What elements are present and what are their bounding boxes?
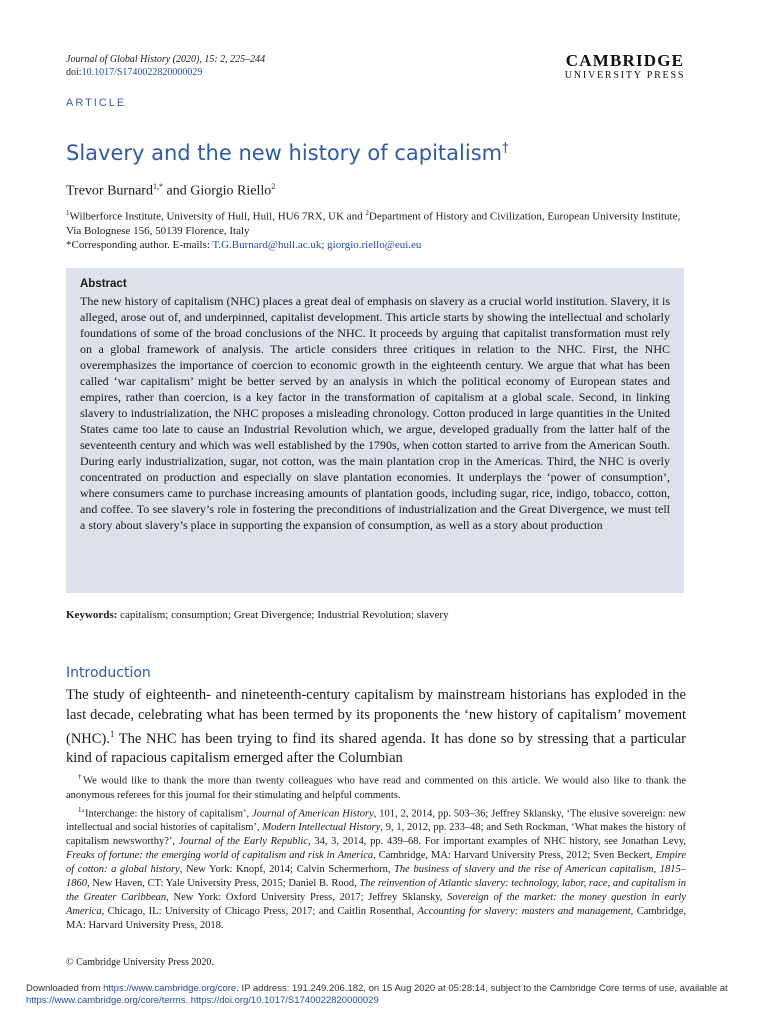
intro-text-part1: The study of eighteenth- and nineteenth-century capitalism by mainstream historians has exploded in the last decade, celebrating what has been termed by its proponents the ‘new history of capitalism’ movement (NHC). <box>66 687 686 747</box>
article-title-text: Slavery and the new history of capitalism <box>66 141 503 165</box>
fn1-italic: Sovereign of the market: the money question in early America <box>66 892 686 917</box>
copyright-notice: © Cambridge University Press 2020. <box>66 957 214 968</box>
footnote-1-mark: 1 <box>78 805 82 814</box>
email-separator: ; <box>321 238 328 251</box>
fn1-seg: , 101, 2, 2014, pp. 503–36; Jeffrey Sklansky, ‘The elusive sovereign: new intellectual and social histories of capitalism’, <box>66 808 687 833</box>
email-link-1[interactable]: T.G.Burnard@hull.ac.uk <box>212 238 322 251</box>
fn1-italic: Freaks of fortune: the emerging world of capitalism and risk in America <box>66 850 374 861</box>
author-list <box>66 178 275 201</box>
affil-2-mark: 2 <box>365 209 369 217</box>
fn1-seg: , New Haven, CT: Yale University Press, 2015; Daniel B. Rood, <box>87 878 360 889</box>
fn1-italic: The reinvention of Atlantic slavery: technology, labor, race, and capitalism in the Greater Caribbean <box>66 878 686 903</box>
article-title <box>66 134 509 168</box>
footnote-dagger <box>66 770 686 803</box>
fn1-seg: , Cambridge, MA: Harvard University Press, 2012; Sven Beckert, <box>373 850 656 861</box>
author-connector: and <box>162 183 191 199</box>
corresponding-prefix: *Corresponding author. E-mails: <box>66 238 213 251</box>
fn1-italic: The business of slavery and the rise of American capitalism, 1815–1860 <box>66 864 686 889</box>
affiliations <box>66 206 686 252</box>
introduction-paragraph <box>66 686 686 769</box>
fn1-italic: Empire of cotton: a global history <box>66 850 686 875</box>
title-footnote-mark[interactable]: † <box>502 141 509 156</box>
author-1: Trevor Burnard <box>66 183 153 199</box>
fn1-seg: , 9, 1, 2012, pp. 233–48; and Seth Rockman, ‘What makes the history of capitalism newsworthy?’, <box>66 822 686 847</box>
doi-prefix: doi: <box>66 67 82 78</box>
author-1-affil-mark: 1,* <box>152 182 163 191</box>
footnotes <box>66 770 686 933</box>
intro-text-part2: The NHC has been trying to find its shared agenda. It has done so by stressing that a particular kind of rapacious capitalism emerged after the Columbian <box>66 730 686 767</box>
journal-citation: Journal of Global History (2020), 15: 2, 225–244 <box>66 54 266 65</box>
doi-url-link[interactable]: https://doi.org/10.1017/S1740022820000029 <box>190 995 379 1006</box>
download-middle: . IP address: 191.249.206.182, on 15 Aug 2020 at 05:28:14, subject to the Cambridge Core terms of use, available at <box>236 983 728 994</box>
publisher-logo-line2: UNIVERSITY PRESS <box>564 70 686 81</box>
footnote-1 <box>66 803 686 934</box>
fn1-seg: , 34, 3, 2014, pp. 439–68. For important examples of NHC history, see Jonathan Levy, <box>307 836 687 847</box>
article-type-label: ARTICLE <box>66 97 127 109</box>
abstract-box <box>66 268 684 593</box>
keywords-list: capitalism; consumption; Great Divergence; Industrial Revolution; slavery <box>117 609 449 621</box>
keywords <box>66 608 449 622</box>
affiliation-lines <box>66 206 686 238</box>
fn1-seg: , Cambridge, MA: Harvard University Press, 2018. <box>66 906 686 931</box>
fn1-italic: Journal of American History <box>252 808 374 819</box>
fn1-seg: , Chicago, IL: University of Chicago Press, 2017; and Caitlin Rosenthal, <box>101 906 418 917</box>
introduction-heading: Introduction <box>66 665 151 681</box>
cambridge-core-link[interactable]: https://www.cambridge.org/core <box>103 983 237 994</box>
keywords-label: Keywords: <box>66 609 118 621</box>
download-sep: . <box>185 995 191 1006</box>
download-prefix: Downloaded from <box>26 983 104 994</box>
fn1-italic: Accounting for slavery: masters and management <box>417 906 631 917</box>
fn1-italic: Modern Intellectual History <box>262 822 381 833</box>
fn1-seg: ‘Interchange: the history of capitalism’, <box>81 808 253 819</box>
doi-line <box>66 66 202 79</box>
email-link-2[interactable]: giorgio.riello@eui.eu <box>327 238 422 251</box>
fn1-seg: , New York: Oxford University Press, 2017; Jeffrey Sklansky, <box>166 892 448 903</box>
terms-link[interactable]: https://www.cambridge.org/core/terms <box>26 995 186 1006</box>
download-notice <box>26 983 746 1007</box>
affil-2-text: Department of History and Civilization, European University Institute, Via Bolognese 156, 50139 Florence, Italy <box>66 210 681 237</box>
affil-1-text: Wilberforce Institute, University of Hull, Hull, HU6 7RX, UK and <box>69 210 366 223</box>
publisher-logo-line1: CAMBRIDGE <box>565 51 685 70</box>
corresponding-author <box>66 238 686 252</box>
abstract-heading: Abstract <box>80 278 127 290</box>
footnote-ref-1[interactable]: 1 <box>109 729 115 739</box>
doi-link[interactable]: 10.1017/S1740022820000029 <box>81 67 203 78</box>
author-2: Giorgio Riello <box>190 183 272 199</box>
publisher-logo <box>560 52 690 82</box>
abstract-body: The new history of capitalism (NHC) places a great deal of emphasis on slavery as a crucial world institution. Slavery, it is alleged, arose out of, and underpinned, capitalist development. This article starts by showing the intellectual and scholarly foundations of some of the broad conclusions of the NHC. It proceeds by arguing that capitalist transformation must rely on a global framework of analysis. The article considers three critiques in relation to the NHC. First, the NHC overemphasizes the importance of coercion to economic growth in the eighteenth century. We argue that what has been called ‘war capitalism’ might be better served by an analysis in which the political economy of European states and empires, rather than coercion, is a key factor in the transformation of capitalism at a global scale. Second, in linking slavery to industrialization, the NHC proposes a misleading chronology. Cotton produced in large quantities in the United States came too late to cause an Industrial Revolution which, we argue, developed gradually from the latter half of the seventeenth century and which was well established by the 1790s, when cotton started to arrive from the American South. During early industrialization, sugar, not cotton, was the main plantation crop in the Americas. Third, the NHC is overly concentrated on production and especially on slave plantation economies. It underplays the ‘power of consumption’, where consumers came to purchase increasing amounts of plantation goods, including sugar, rice, indigo, tobacco, cotton, and coffee. To see slavery’s role in fostering the preconditions of industrialization and the Great Divergence, we must tell a story about slavery’s place in supporting the expansion of consumption, as well as a story about production <box>80 294 670 532</box>
author-2-affil-mark: 2 <box>271 182 276 191</box>
affil-1-mark: 1 <box>66 209 70 217</box>
fn1-seg: , New York: Knopf, 2014; Calvin Schermerhorn, <box>179 864 395 875</box>
fn1-italic: Journal of the Early Republic <box>178 836 308 847</box>
footnote-dagger-text: We would like to thank the more than twenty colleagues who have read and commented on this article. We would also like to thank the anonymous referees for this journal for their stimulating and helpful comments. <box>66 775 686 801</box>
footnote-dagger-mark: † <box>78 773 83 781</box>
